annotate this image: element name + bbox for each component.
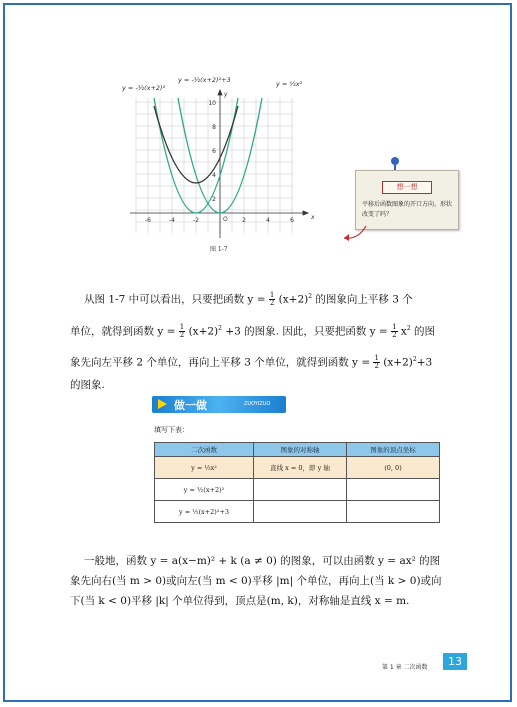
- think-title: 想一想: [382, 181, 432, 194]
- para2-line3: 下(当 k < 0)平移 |k| 个单位得到，顶点是(m, k)，对称轴是直线 x = m.: [70, 595, 410, 607]
- y-tick: 2: [212, 196, 216, 203]
- x-axis-label: x: [311, 214, 315, 221]
- para1-line4: 的图象.: [70, 379, 105, 391]
- y-tick: 10: [208, 100, 216, 107]
- y-tick: 6: [212, 148, 216, 155]
- y-tick: 8: [212, 124, 216, 131]
- para2-line1: 一般地，函数 y = a(x−m)² + k (a ≠ 0) 的图象，可以由函数 y = ax² 的图: [84, 555, 441, 567]
- y-tick: 4: [212, 172, 216, 179]
- fraction: $\frac{1}{2}$: [269, 291, 275, 307]
- x-tick: 6: [290, 217, 294, 224]
- x-tick: -6: [145, 217, 151, 224]
- para1-line1: 从图 1-7 中可以看出，只要把函数 y = $\frac{1}{2}$ $(x+2)^2$ 的图象向上平移 3 个: [84, 291, 413, 307]
- eq-left: y = -½(x+2)²: [122, 84, 166, 92]
- x-tick: 2: [242, 217, 246, 224]
- fraction: $\frac{1}{2}$: [179, 323, 185, 339]
- eq-right: y = ½x²: [276, 80, 303, 88]
- think-text: 平移后函数图象的开口方向、形状改变了吗？: [362, 201, 453, 218]
- figure-caption: 图 1-7: [210, 246, 228, 253]
- table-cell: y = ½x²: [155, 457, 254, 479]
- arrow-icon: [158, 399, 167, 409]
- para2-line2: 象先向右(当 m > 0)或向左(当 m < 0)平移 |m| 个单位，再向上(当 k > 0)或向: [70, 575, 442, 587]
- table-cell: 直线 x = 0，即 y 轴: [254, 457, 347, 479]
- table-cell-empty: [347, 501, 440, 523]
- para1-line2: 单位，就得到函数 y = $\frac{1}{2}$ $(x+2)^2 +3$ 的图象. 因此，只要把函数 y = $\frac{1}{2}$ $x^2$ 的图: [70, 323, 435, 339]
- table-cell-empty: [347, 479, 440, 501]
- table-cell: y = ½(x+2)²+3: [155, 501, 254, 523]
- table-label: 填写下表：: [154, 426, 189, 434]
- page-number: 13: [443, 653, 467, 670]
- table-row: [155, 501, 440, 523]
- x-tick: -2: [193, 217, 199, 224]
- table-header: 图象的顶点坐标: [347, 443, 440, 457]
- origin-label: O: [223, 216, 228, 223]
- banner-subtitle: ZUOYIZUO: [244, 401, 271, 407]
- para1-line3: 象先向左平移 2 个单位，再向上平移 3 个单位，就得到函数 y = $\frac{1}{2}$ $(x+2)^2+3$: [70, 354, 433, 370]
- table-row: [155, 457, 440, 479]
- x-tick: 4: [266, 217, 270, 224]
- table-cell-empty: [254, 479, 347, 501]
- curved-arrow-icon: [340, 222, 370, 244]
- y-axis-label: y: [224, 91, 228, 98]
- table-header: 二次函数: [155, 443, 254, 457]
- fraction: $\frac{1}{2}$: [392, 323, 397, 339]
- chapter-footer: 第 1 章 二次函数: [382, 664, 428, 671]
- x-tick: -4: [169, 217, 175, 224]
- think-card: [355, 170, 459, 230]
- table-cell-empty: [254, 501, 347, 523]
- parabola-graph: [122, 68, 322, 240]
- eq-mid: y = -½(x+2)²+3: [178, 76, 231, 84]
- table-cell: y = ½(x+2)²: [155, 479, 254, 501]
- table-header: 图象的对称轴: [254, 443, 347, 457]
- fraction: $\frac{1}{2}$: [374, 354, 379, 370]
- function-table: [154, 442, 440, 523]
- zuoyizuo-banner: [152, 396, 286, 413]
- table-cell: (0, 0): [347, 457, 440, 479]
- banner-title: 做一做: [174, 399, 207, 412]
- table-row: [155, 479, 440, 501]
